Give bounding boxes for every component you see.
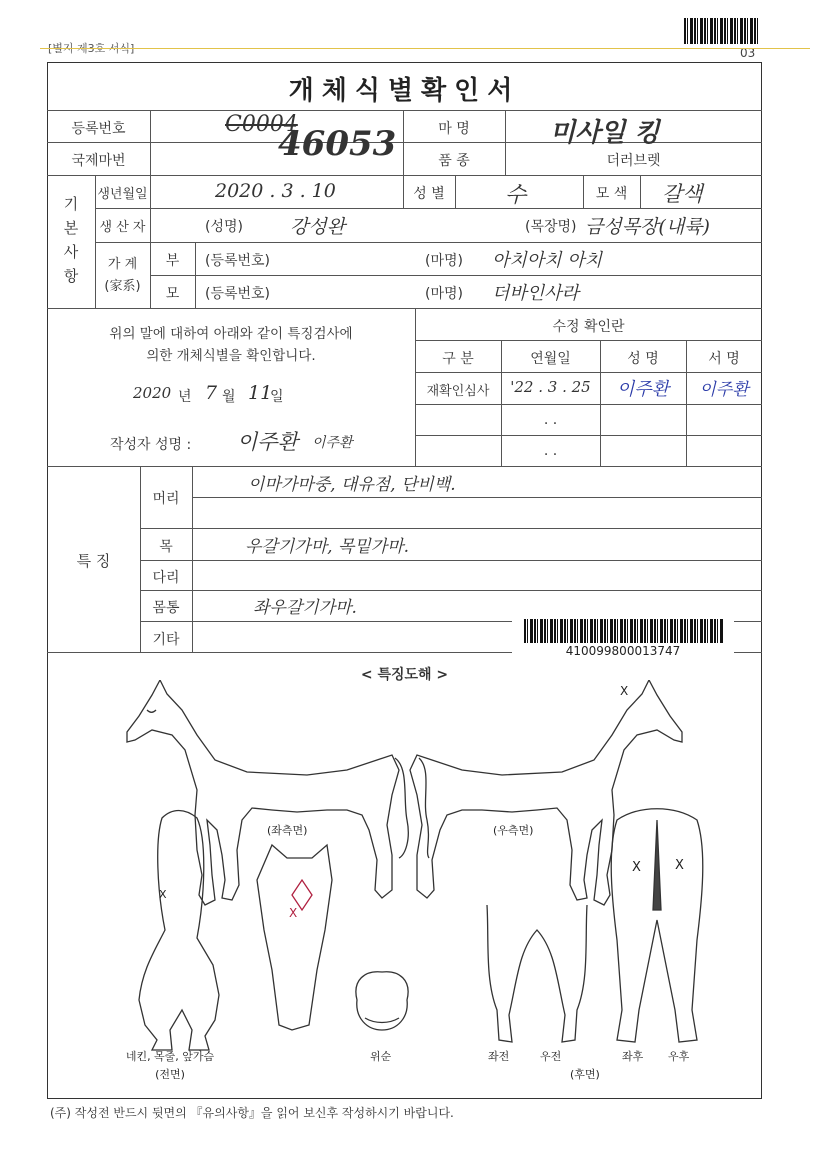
rev-header-type: 구 분 xyxy=(442,351,474,367)
barcode-number: 410099800013747 xyxy=(565,644,681,658)
right-side-caption: (우측면) xyxy=(493,824,534,837)
face-view-icon xyxy=(257,845,332,1030)
farm-value: 금성목장(내륙) xyxy=(585,216,710,238)
writer-name: 이주환 xyxy=(237,430,298,454)
sire-name: 아치아치 아치 xyxy=(492,250,603,271)
rev-row1-date: '22 . 3 . 25 xyxy=(510,378,591,396)
feature-legs-label: 다리 xyxy=(152,570,180,586)
reg-number-value: 46053 xyxy=(278,124,397,164)
hind-right-caption: 우후 xyxy=(668,1050,690,1063)
muzzle-caption: 위순 xyxy=(370,1050,392,1063)
sire-name-label: (마명) xyxy=(425,253,463,269)
dam-reg-label: (등록번호) xyxy=(205,286,271,302)
form-tag: [별지 제3호 서식] xyxy=(48,42,135,55)
horse-name-label: 마 명 xyxy=(438,121,470,137)
year-unit: 년 xyxy=(178,389,192,405)
confirm-month: 7 xyxy=(205,382,218,404)
sex-label: 성 별 xyxy=(413,186,445,202)
document-title: 개체식별확인서 xyxy=(288,76,521,106)
confirm-year: 2020 xyxy=(133,384,172,402)
dam-label: 모 xyxy=(165,286,180,302)
birth-label: 생년월일 xyxy=(97,187,148,202)
rev-row3-date: . . xyxy=(543,443,558,459)
sire-label: 부 xyxy=(165,253,180,269)
page-number: 03 xyxy=(740,46,756,60)
breed-value: 더러브렛 xyxy=(606,153,661,169)
birth-value: 2020 . 3 . 10 xyxy=(215,180,336,202)
feature-body-label: 몸통 xyxy=(152,600,180,616)
sire-reg-label: (등록번호) xyxy=(205,253,271,269)
color-value: 갈색 xyxy=(662,182,703,206)
hind-left-caption: 좌후 xyxy=(622,1050,644,1063)
sex-value: 수 xyxy=(505,183,527,208)
feature-neck-label: 목 xyxy=(159,539,173,555)
fore-right-caption: 우전 xyxy=(540,1050,562,1063)
diagram-title: < 특징도해 > xyxy=(360,667,449,683)
rev-header-sign: 서 명 xyxy=(708,351,740,367)
breeder-label: 생 산 자 xyxy=(99,220,146,235)
breeder-name-label: (성명) xyxy=(205,219,243,235)
feature-head-label: 머리 xyxy=(152,491,180,507)
writer-label: 작성자 성명 : xyxy=(110,437,192,453)
breed-label: 품 종 xyxy=(438,153,470,169)
feature-body-value: 좌우갈기가마. xyxy=(253,598,357,618)
left-side-horse-icon xyxy=(127,680,408,905)
rear-mark-x-left: X xyxy=(632,860,641,875)
rev-row1-type: 재확인심사 xyxy=(426,384,490,399)
barcode-sticker xyxy=(512,613,734,660)
face-mark-x: X xyxy=(289,906,298,920)
top-barcode xyxy=(684,18,760,44)
confirm-line-2: 의한 개체식별을 확인합니다. xyxy=(146,348,316,364)
front-view-caption: (전면) xyxy=(155,1068,185,1081)
confirm-line-1: 위의 말에 대하여 아래와 같이 특징검사에 xyxy=(109,326,353,342)
breeder-name: 강성완 xyxy=(290,216,346,238)
dam-name-label: (마명) xyxy=(425,286,463,302)
feature-neck-value: 우갈기가마, 목밑가마. xyxy=(245,537,410,557)
rear-view-icon xyxy=(611,809,703,1042)
neck-mark-x: X xyxy=(620,684,629,698)
writer-signature: 이주환 xyxy=(312,435,353,451)
reg-number-struck: C0004 xyxy=(225,112,298,137)
farm-label: (목장명) xyxy=(525,219,577,235)
rev-row1-sign: 이주환 xyxy=(699,380,749,400)
pedigree-label: 가 계 xyxy=(107,257,138,272)
feature-head-value: 이마가마중, 대유점, 단비백. xyxy=(248,475,456,495)
reg-number-label: 등록번호 xyxy=(71,121,126,137)
footer-note: (주) 작성전 반드시 뒷면의 『유의사항』을 읽어 보신후 작성하시기 바랍니다. xyxy=(50,1106,454,1120)
color-label: 모 색 xyxy=(595,186,628,202)
revision-title: 수정 확인란 xyxy=(552,319,625,335)
front-view-icon xyxy=(139,811,219,1051)
feature-other-label: 기타 xyxy=(152,632,180,648)
confirm-day: 11 xyxy=(248,382,273,404)
basic-side-label: 기본사항 xyxy=(63,195,79,285)
rev-row1-name: 이주환 xyxy=(616,379,670,400)
horse-diagram xyxy=(47,680,762,1080)
rear-view-caption: (후면) xyxy=(570,1068,600,1081)
rear-mark-x-right: X xyxy=(675,858,684,873)
rev-header-name: 성 명 xyxy=(627,351,659,367)
fore-left-caption: 좌전 xyxy=(488,1050,510,1063)
muzzle-view-icon xyxy=(356,972,408,1030)
intl-number-label: 국제마번 xyxy=(71,153,126,169)
rev-row2-date: . . xyxy=(543,412,558,428)
right-side-horse-icon xyxy=(410,680,682,905)
left-side-caption: (좌측면) xyxy=(267,824,308,837)
front-caption: 네킨, 목줄, 앞가슴 xyxy=(125,1050,215,1063)
fore-legs-view-icon xyxy=(487,905,587,1042)
pedigree-hanja: (家系) xyxy=(104,279,141,294)
front-mark-x: X xyxy=(159,888,167,901)
rev-header-date: 연월일 xyxy=(530,351,571,367)
barcode-icon xyxy=(524,619,724,643)
horse-name-value: 미사일 킹 xyxy=(550,118,660,148)
month-unit: 월 xyxy=(222,389,236,405)
features-side-label: 특 징 xyxy=(76,552,111,570)
day-unit: 일 xyxy=(270,389,284,405)
dam-name: 더바인사라 xyxy=(492,283,579,304)
